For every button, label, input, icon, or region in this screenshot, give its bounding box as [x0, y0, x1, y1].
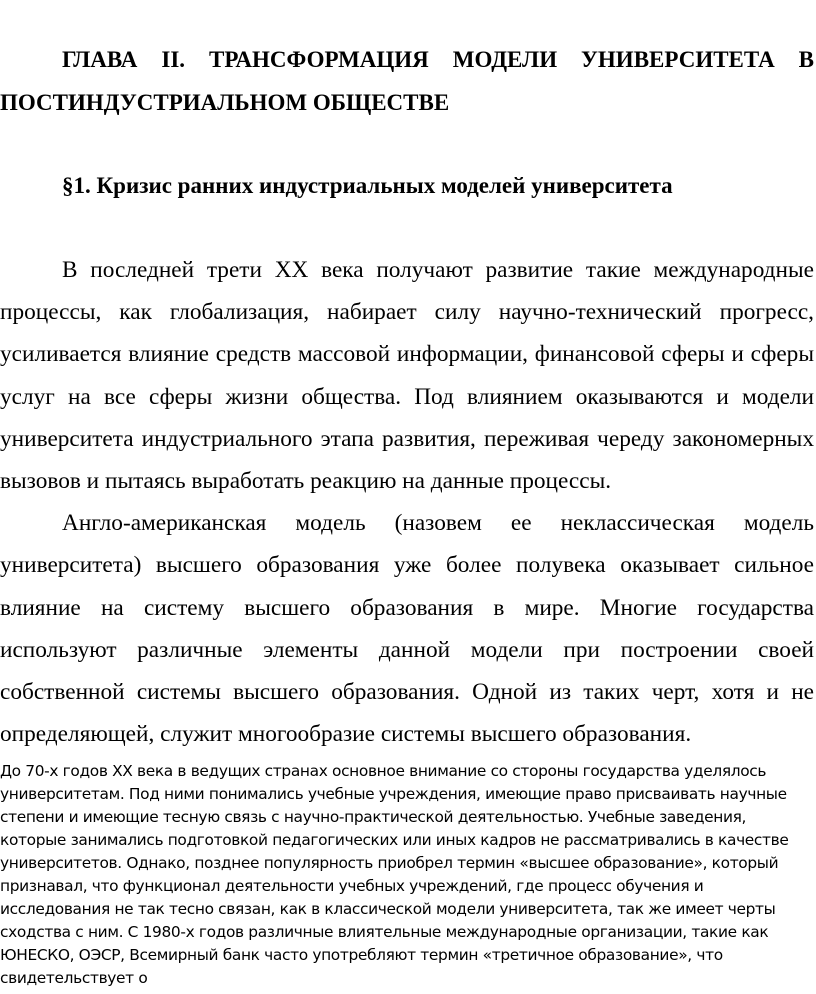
- sans-paragraph: До 70-х годов XX века в ведущих странах основное внимание со стороны государства уделялось университетам. Под ними понимались учебные учреждения, имеющие право присваивать научные степени и имеющие тесную связь с научно-практической деятельностью. Учебные заведения, которые занимались подготовкой педагогических или иных кадров не рассматривались в качестве университетов. Однако, позднее популярность приобрел термин «высшее образование», который признавал, что функционал деятельности учебных учреждений, где процесс обучения и исследования не так тесно связан, как в классической модели университета, так же имеет черты сходства с ним. С 1980-х годов различные влиятельные международные организации, такие как ЮНЕСКО, ОЭСР, Всемирный банк часто употребляют термин «третичное образование», что свидетельствует о: [0, 762, 789, 987]
- section-title: §1. Кризис ранних индустриальных моделей университета: [62, 173, 673, 198]
- chapter-title: ГЛАВА II. ТРАНСФОРМАЦИЯ МОДЕЛИ УНИВЕРСИТЕТА В ПОСТИНДУСТРИАЛЬНОМ ОБЩЕСТВЕ: [0, 47, 814, 115]
- body-text: [0, 249, 814, 755]
- paragraph-1: В последней трети XX века получают развитие такие международные процессы, как глобализация, набирает силу научно-технический прогресс, усиливается влияние средств массовой информации, финансовой сферы и сферы услуг на все сферы жизни общества. Под влиянием оказываются и модели университета индустриального этапа развития, переживая череду закономерных вызовов и пытаясь выработать реакцию на данные процессы.: [0, 257, 814, 495]
- paragraph-2: Англо-американская модель (назовем ее неклассическая модель университета) высшего образования уже более полувека оказывает сильное влияние на систему высшего образования в мире. Многие государства используют различные элементы данной модели при построении своей собственной системы высшего образования. Одной из таких черт, хотя и не определяющей, служит многообразие системы высшего образования.: [0, 510, 814, 748]
